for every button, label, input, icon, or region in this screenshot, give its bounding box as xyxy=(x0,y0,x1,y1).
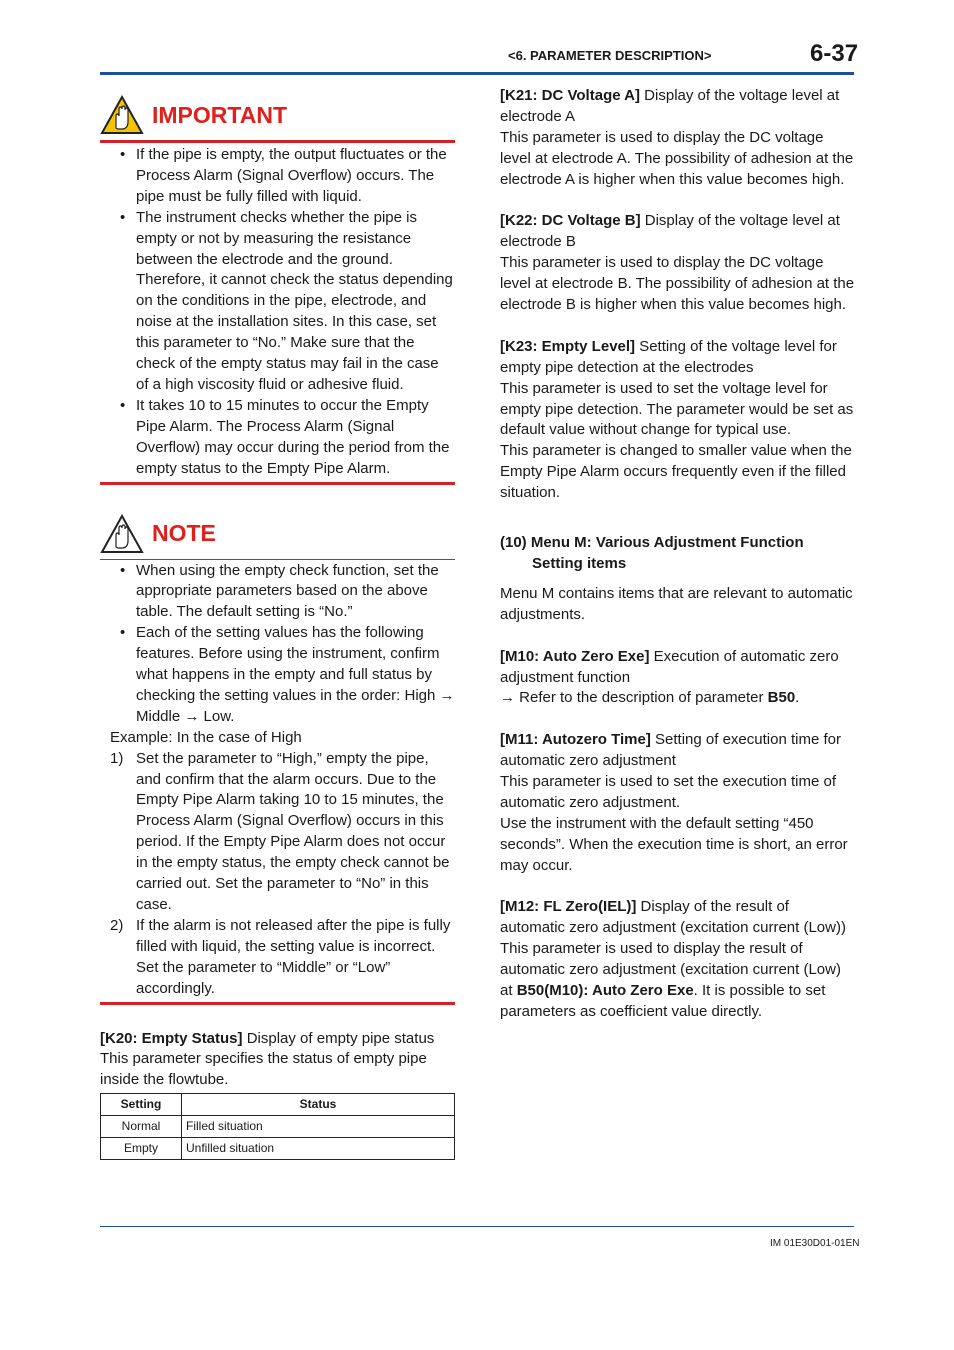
table-row xyxy=(101,1116,455,1138)
m10-reference xyxy=(500,688,856,709)
important-bullet: • The instrument checks whether the pipe is empty or not by measuring the resistance between the electrode and the ground. Therefore, it cannot check the status depending on the conditions in the pipe, electrode, and noise at the installation sites. In this case, set this parameter to “No.” Make sure that the check of the empty status may fail in the case of a high viscosity fluid or adhesive fluid. xyxy=(100,208,455,396)
table-cell: Unfilled situation xyxy=(182,1138,455,1160)
k20-section xyxy=(100,1029,455,1160)
k22-title: [K22: DC Voltage B] xyxy=(500,212,641,230)
k22-title-desc: Display of the voltage level at electrode B xyxy=(500,212,840,251)
empty-status-table xyxy=(100,1093,455,1160)
note-top-rule xyxy=(100,559,455,560)
table-row xyxy=(101,1138,455,1160)
note-step-number: 1) xyxy=(110,749,124,767)
m10-ref-param: B50 xyxy=(767,689,796,707)
table-header-cell: Status xyxy=(182,1094,455,1116)
m12-heading xyxy=(500,897,856,939)
k20-heading xyxy=(100,1029,455,1050)
important-top-rule xyxy=(100,140,455,143)
k21-section xyxy=(500,86,856,191)
m10-section xyxy=(500,647,856,710)
m12-body xyxy=(500,939,856,1023)
k22-body: This parameter is used to display the DC voltage level at electrode B. The possibility of adhesion at the electrode B is higher when this value becomes high. xyxy=(500,254,855,314)
right-column xyxy=(500,86,856,1023)
m11-title-desc: Setting of execution time for automatic zero adjustment xyxy=(500,731,841,770)
table-header-row xyxy=(101,1094,455,1116)
menu-m-intro: Menu M contains items that are relevant to automatic adjustments. xyxy=(500,584,853,623)
note-step xyxy=(100,749,455,916)
note-callout xyxy=(100,509,455,1005)
m11-title: [M11: Autozero Time] xyxy=(500,731,651,749)
k21-title: [K21: DC Voltage A] xyxy=(500,87,641,104)
page-number: 6-37 xyxy=(810,40,859,67)
k23-body-1: This parameter is used to set the voltage level for empty pipe detection. The parameter would be set as default value without change for typical use. xyxy=(500,379,854,439)
k23-heading xyxy=(500,337,856,379)
important-bullet-list xyxy=(100,145,455,480)
note-step-text: Set the parameter to “High,” empty the pipe, and confirm that the alarm occurs. Due to the Empty Pipe Alarm taking 10 to 15 minutes, the Process Alarm (Signal Overflow) occurs in this period. If the Empty Pipe Alarm does not occur in the empty status, the empty check cannot be carried out. Set the parameter to “No” in this case. xyxy=(136,749,450,913)
m12-section xyxy=(500,897,856,1022)
m10-title-desc: Execution of automatic zero adjustment function xyxy=(500,647,839,686)
table-cell: Empty xyxy=(101,1138,182,1160)
m12-body-pre: This parameter is used to display the result of automatic zero adjustment (excitation current (Low) at xyxy=(500,940,841,1000)
m12-title: [M12: FL Zero(IEL)] xyxy=(500,898,637,916)
important-title: IMPORTANT xyxy=(152,101,288,128)
m12-body-param: B50(M10): Auto Zero Exe xyxy=(516,982,694,1000)
k20-title: [K20: Empty Status] xyxy=(100,1029,243,1047)
important-header xyxy=(100,90,455,140)
note-steps-list xyxy=(100,749,455,1000)
k20-body: This parameter specifies the status of empty pipe inside the flowtube. xyxy=(100,1050,427,1089)
m10-heading xyxy=(500,647,856,689)
k21-body: This parameter is used to display the DC voltage level at electrode A. The possibility of adhesion at the electrode A is higher when this value becomes high. xyxy=(500,128,854,188)
note-step-number: 2) xyxy=(110,916,124,934)
m10-ref-suffix: . xyxy=(795,689,800,707)
m11-body-1: This parameter is used to set the execution time of automatic zero adjustment. xyxy=(500,773,836,811)
note-bullet: • When using the empty check function, set the appropriate parameters based on the above table. The default setting is “No.” xyxy=(100,561,455,624)
note-step-text: If the alarm is not released after the pipe is fully filled with liquid, the setting value is incorrect. Set the parameter to “Middle” or “Low” accordingly. xyxy=(136,916,451,997)
table-header-cell: Setting xyxy=(101,1094,182,1116)
m11-section xyxy=(500,730,856,876)
note-title: NOTE xyxy=(152,520,216,547)
k22-section xyxy=(500,211,856,316)
menu-m-heading-line-1: (10) Menu M: Various Adjustment Function xyxy=(500,534,804,552)
k23-section xyxy=(500,337,856,504)
menu-m-heading-line-2: Setting items xyxy=(532,555,627,572)
k20-title-desc: Display of empty pipe status xyxy=(242,1029,435,1047)
note-bullet-list xyxy=(100,561,455,728)
k21-heading xyxy=(500,86,856,128)
note-header xyxy=(100,509,455,559)
k23-title-desc: Setting of the voltage level for empty pipe detection at the electrodes xyxy=(500,337,837,376)
important-bullet: • It takes 10 to 15 minutes to occur the Empty Pipe Alarm. The Process Alarm (Signal Overflow) may occur during the period from the empty status to the Empty Pipe Alarm. xyxy=(100,396,455,480)
k23-title: [K23: Empty Level] xyxy=(500,337,636,355)
m10-ref-prefix: → Refer to the description of parameter xyxy=(500,689,768,707)
menu-m-section xyxy=(500,533,856,626)
note-step xyxy=(100,916,455,1000)
m11-body-2: Use the instrument with the default setting “450 seconds”. When the execution time is short, an error may occur. xyxy=(500,814,848,874)
caution-hand-icon xyxy=(100,95,144,135)
m10-title: [M10: Auto Zero Exe] xyxy=(500,647,650,665)
m12-body-post: . It is possible to set parameters as coefficient value directly. xyxy=(500,982,826,1020)
m11-heading xyxy=(500,730,856,772)
note-example-label: Example: In the case of High xyxy=(110,728,302,746)
k23-body-2: This parameter is changed to smaller value when the Empty Pipe Alarm occurs frequently even if the filled situation. xyxy=(500,442,852,502)
k22-heading xyxy=(500,211,856,253)
running-header-section: <6. PARAMETER DESCRIPTION> xyxy=(508,48,712,63)
left-column xyxy=(100,90,455,1160)
k21-title-desc: Display of the voltage level at electrode A xyxy=(500,87,840,125)
table-cell: Normal xyxy=(101,1116,182,1138)
document-id: IM 01E30D01-01EN xyxy=(770,1238,860,1249)
header-divider xyxy=(100,72,854,75)
caution-hand-icon xyxy=(100,514,144,554)
footer-divider xyxy=(100,1226,854,1227)
m12-title-desc: Display of the result of automatic zero adjustment (excitation current (Low)) xyxy=(500,898,846,937)
important-callout xyxy=(100,90,455,485)
table-cell: Filled situation xyxy=(182,1116,455,1138)
note-bullet: • Each of the setting values has the following features. Before using the instrument, confirm what happens in the empty and full status by checking the setting values in the order: High → Middle → Low. xyxy=(100,623,455,728)
important-bullet: • If the pipe is empty, the output fluctuates or the Process Alarm (Signal Overflow) occurs. The pipe must be fully filled with liquid. xyxy=(100,145,455,208)
